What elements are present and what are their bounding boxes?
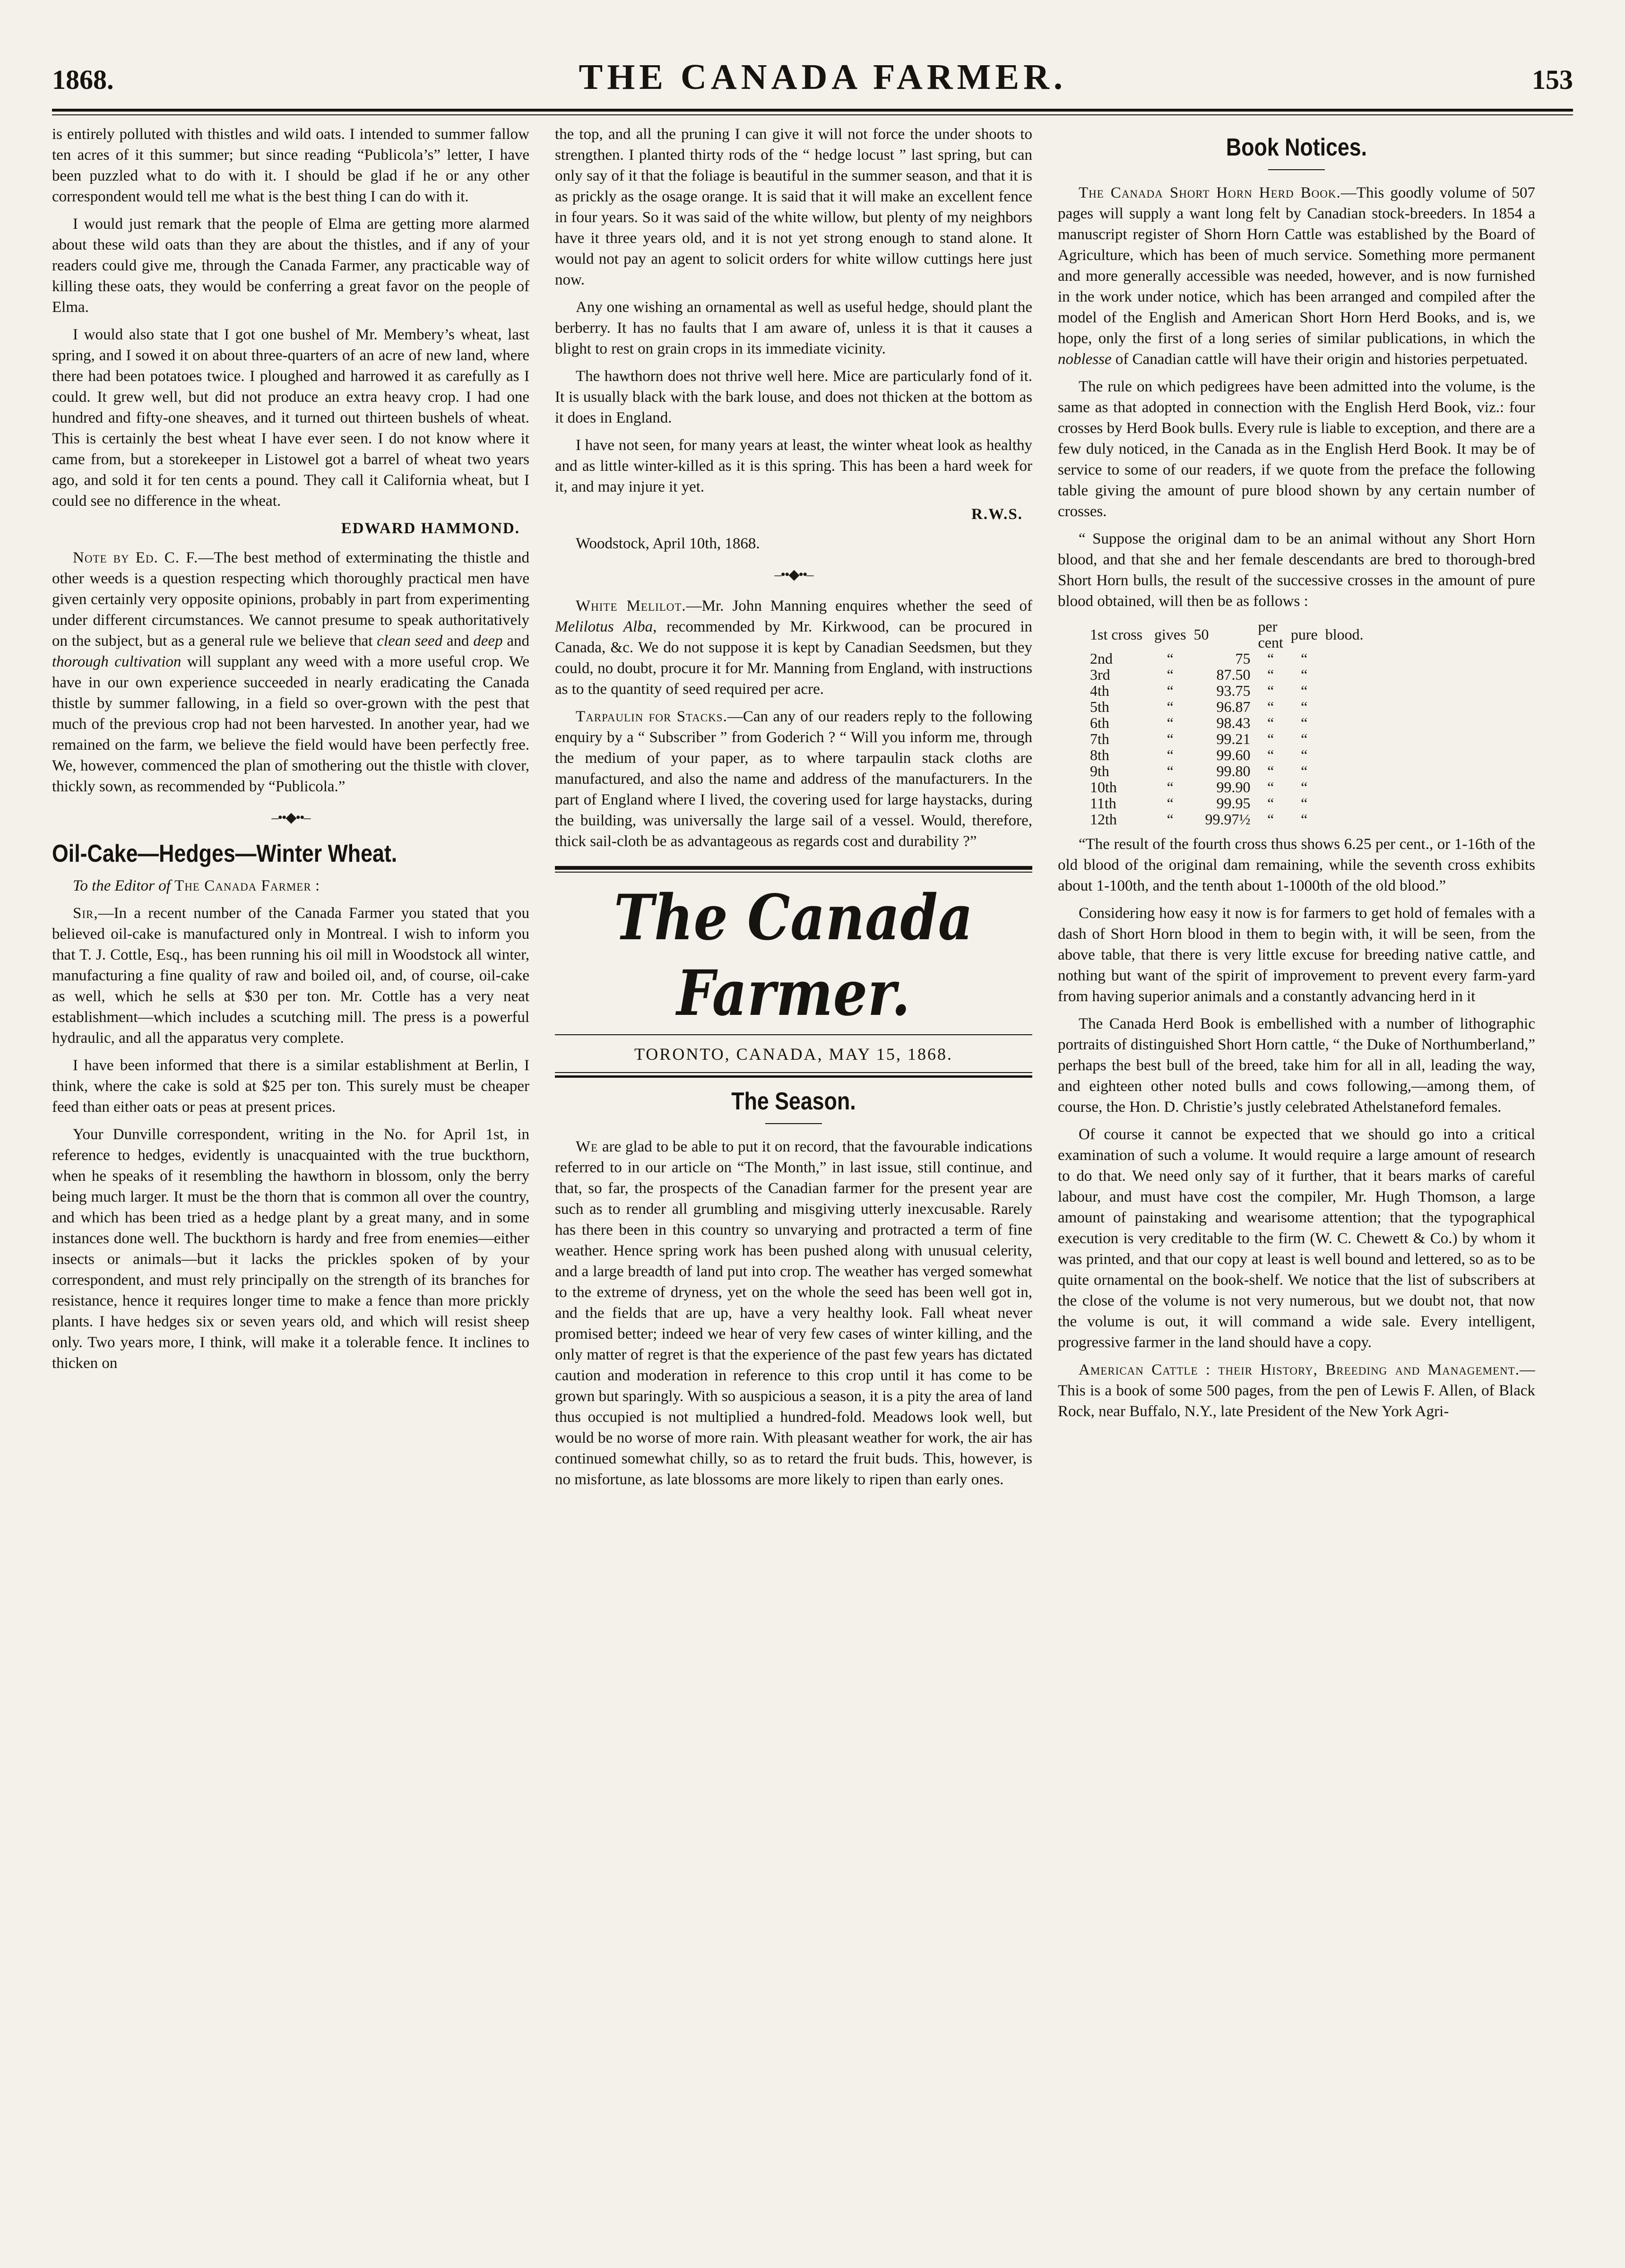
- paragraph: is entirely polluted with thistles and wild oats. I intended to summer fallow ten acres of it this summer; but since reading “Publicola’s” letter, I have been puzzled what to do with it. I should be glad if he or any other correspondent would tell me what is the best thing I can do with it.: [52, 126, 529, 205]
- table-cell: “: [1167, 666, 1174, 683]
- table-row: [1086, 683, 1367, 699]
- table-cell: “: [1267, 795, 1274, 812]
- paragraph: [555, 596, 1032, 700]
- table-cell: [1322, 779, 1367, 795]
- table-cell: “: [1301, 779, 1308, 796]
- table-cell: “: [1167, 682, 1174, 699]
- table-cell: “: [1167, 746, 1174, 763]
- table-cell: 99.80: [1216, 762, 1251, 779]
- paragraph: [1058, 182, 1535, 370]
- table-cell: “: [1301, 714, 1308, 731]
- text-run: and: [442, 632, 474, 649]
- letter-signature: EDWARD HAMMOND.: [341, 520, 520, 537]
- table-cell: “: [1167, 714, 1174, 731]
- text-run: —Can any of our readers reply to the following enquiry by a “ Subscriber ” from Goderich ? “ Will you inform me, through the medium of your paper, as to where tarpaulin stack cloths are manufactured, and also the name and address of the manufacturers. In the part of England where I lived, the covering used for large haystacks, during the building, was universally the large sail of a vessel. Would, therefore, thick sail-cloth be as advantageous as regards cost and durability ?”: [555, 708, 1032, 850]
- table-cell: 96.87: [1216, 698, 1251, 715]
- table-body: [1086, 650, 1367, 827]
- table-cell: blood.: [1325, 626, 1364, 643]
- table-cell: “: [1267, 779, 1274, 796]
- text-run: of Canadian cattle will have their origin and histories perpetuated.: [1111, 351, 1528, 368]
- table-cell: 4th: [1090, 682, 1109, 699]
- table-cell: [1322, 699, 1367, 715]
- table-cell: 9th: [1090, 762, 1109, 779]
- dateline: TORONTO, CANADA, MAY 15, 1868.: [634, 1045, 953, 1064]
- masthead-rule: [555, 866, 1032, 873]
- table-cell: 99.97½: [1205, 811, 1251, 828]
- paragraph: The hawthorn does not thrive well here. Mice are particularly fond of it. It is usually black with the bark louse, and does not thicken at the bottom as it does in England.: [555, 368, 1032, 426]
- table-cell: [1322, 715, 1367, 731]
- column-3: [1058, 124, 1535, 2232]
- table-cell: “: [1267, 762, 1274, 779]
- table-cell: 6th: [1090, 714, 1109, 731]
- table-cell: 2nd: [1090, 650, 1113, 667]
- table-cell: “: [1267, 682, 1274, 699]
- text-run: The Canada Farmer: [174, 877, 311, 894]
- table-cell: “: [1267, 650, 1274, 667]
- table-cell: “: [1267, 730, 1274, 747]
- header-title: THE CANADA FARMER.: [579, 57, 1067, 97]
- text-run: noblesse: [1058, 351, 1112, 368]
- table-cell: 3rd: [1090, 666, 1110, 683]
- table-cell: “: [1167, 811, 1174, 828]
- page-header: [52, 57, 1573, 109]
- salutation: [52, 875, 529, 896]
- letter-place-date: Woodstock, April 10th, 1868.: [576, 535, 760, 552]
- section-ornament: –••◆••–: [774, 567, 813, 582]
- table-row: [1086, 811, 1367, 827]
- paragraph: [1058, 1359, 1535, 1422]
- text-run: White Melilot.: [576, 597, 686, 615]
- text-run: To the Editor of: [73, 877, 175, 894]
- table-row: [1086, 747, 1367, 763]
- text-run: —Mr. John Manning enquires whether the seed of: [686, 597, 1032, 615]
- text-run: thorough cultivation: [52, 653, 182, 670]
- table-row: [1086, 731, 1367, 747]
- header-rule-thin: [52, 114, 1573, 115]
- text-run: Melilotus Alba: [555, 618, 653, 635]
- paragraph: The Canada Herd Book is embellished with a number of lithographic portraits of distinguished Short Horn cattle, “ the Duke of Northumberland,” perhaps the best bull of the breed, take him for all in all, leading the way, and eighteen other noted bulls and cows following,—among them, of course, the Hon. D. Christie’s justly celebrated Athelstaneford females.: [1058, 1015, 1535, 1116]
- table-cell: “: [1167, 762, 1174, 779]
- table-cell: “: [1167, 795, 1174, 812]
- article-heading: Oil-Cake—Hedges—Winter Wheat.: [52, 840, 398, 867]
- table-cell: “: [1267, 698, 1274, 715]
- table-row: [1086, 779, 1367, 795]
- crosses-table: [1086, 618, 1367, 827]
- text-run: and: [502, 632, 529, 649]
- table-cell: “: [1167, 779, 1174, 796]
- section-ornament: –••◆••–: [271, 810, 310, 825]
- text-run: The Canada Short Horn Herd Book.: [1079, 184, 1341, 201]
- paragraph: “ Suppose the original dam to be an animal without any Short Horn blood, and that she and her female descendants are bred to thorough-bred Short Horn bulls, the result of the successive crosses in the amount of pure blood obtained, will then be as follows :: [1058, 530, 1535, 610]
- paragraph: “The result of the fourth cross thus shows 6.25 per cent., or 1-16th of the old blood of the original dam remaining, while the seventh cross exhibits about 1-100th, and the tenth about 1-1000th of the old blood.”: [1058, 836, 1535, 894]
- masthead-underline: [555, 1034, 1032, 1035]
- table-cell: “: [1301, 698, 1308, 715]
- table-cell: 10th: [1090, 779, 1117, 796]
- table-row: [1086, 667, 1367, 683]
- editor-note-lead: Note by Ed. C. F.: [73, 549, 199, 566]
- text-run: will supplant any weed with a more useful crop. We have in our own experience succeeded in nearly eradicating the Canada thistle by summer fallowing, in a field so over-grown with the pest that much of the previous crop had not been harvested. In another year, had we remained on the farm, we believe the field would have been perfectly free. We, however, commenced the plan of smothering out the thistle with clover, thickly sown, as recommended by “Publicola.”: [52, 653, 529, 795]
- paragraph: [52, 903, 529, 1048]
- heading-rule: [765, 1123, 822, 1124]
- table-cell: 98.43: [1216, 714, 1251, 731]
- paragraph: The rule on which pedigrees have been admitted into the volume, is the same as that adopted in connection with the English Herd Book, viz.: four crosses by Herd Book bulls. Every rule is liable to exception, and there are a few duly noticed, in the Canada as in the English Herd Book. It may be of service to some of our readers, if we quote from the preface the following table giving the amount of pure blood shown by any certain number of crosses.: [1058, 378, 1535, 520]
- table-cell: 50: [1193, 626, 1209, 643]
- page-number: 153: [1531, 64, 1573, 95]
- heading-rule: [1268, 169, 1325, 170]
- paragraph: Your Dunville correspondent, writing in the No. for April 1st, in reference to hedges, evidently is unacquainted with the true buckthorn, when he speaks of it resembling the hawthorn in blossom, only the berry being much larger. It must be the thorn that is common all over the country, and which has been tried as a hedge plant by a great many, and in some instances done well. The buckthorn is hardy and free from enemies—either insects or animals—but it lacks the prickles spoken of by your correspondent, and must rely principally on the strength of its branches for resistance, hence it requires longer time to make a fence than more prickly plants. I have hedges six or seven years old, and which will resist sheep only. Two years more, I think, will make it a tolerable fence. It inclines to thicken on: [52, 1126, 529, 1372]
- table-cell: 11th: [1090, 795, 1116, 812]
- letter-signature: R.W.S.: [971, 506, 1023, 523]
- header-year: 1868.: [52, 64, 114, 95]
- table-cell: 99.90: [1216, 779, 1251, 796]
- table-cell: “: [1301, 746, 1308, 763]
- paragraph: Of course it cannot be expected that we should go into a critical examination of such a volume. It would require a large amount of research to do that. We need only say of it further, that it bears marks of careful labour, and must have cost the compiler, Mr. Hugh Thomson, a large amount of painstaking and wearisome attention; that the typographical execution is very creditable to the firm (W. C. Chewett & Co.) by whom it was printed, and that our copy at least is well bound and lettered, so as to be quite ornamental on the book-shelf. We notice that the list of subscribers at the close of the volume is not very numerous, but we doubt not, that now the volume is out, it will command a wide sale. Every intelligent, progressive farmer in the land should have a copy.: [1058, 1126, 1535, 1351]
- table-cell: [1322, 811, 1367, 827]
- dateline-rule: [555, 1072, 1032, 1078]
- table-row: [1086, 763, 1367, 779]
- header-rule: [52, 109, 1573, 112]
- table-cell: “: [1267, 811, 1274, 828]
- table-cell: “: [1167, 730, 1174, 747]
- paragraph: I have been informed that there is a similar establishment at Berlin, I think, where the cake is sold at $25 per ton. This surely must be cheaper feed than either oats or peas at present prices.: [52, 1057, 529, 1116]
- table-cell: “: [1267, 666, 1274, 683]
- table-row: [1086, 699, 1367, 715]
- text-run: We: [576, 1138, 598, 1155]
- table-cell: pure: [1290, 626, 1318, 643]
- table-cell: “: [1267, 714, 1274, 731]
- table-cell: 12th: [1090, 811, 1117, 828]
- table-cell: 8th: [1090, 746, 1109, 763]
- text-run: Sir,: [73, 905, 98, 922]
- table-cell: 1st cross: [1090, 626, 1143, 643]
- article-heading: Book Notices.: [1226, 134, 1367, 161]
- table-cell: 93.75: [1216, 682, 1251, 699]
- table-cell: [1322, 667, 1367, 683]
- text-run: —The best method of exterminating the thistle and other weeds is a question respecting which thoroughly practical men have given certainly very opposite opinions, probably in part from experimenting under different circumstances. We cannot presume to speak authoritatively on the subject, but as a general rule we believe that: [52, 549, 529, 649]
- table-cell: gives: [1154, 626, 1186, 643]
- text-run: —This goodly volume of 507 pages will supply a want long felt by Canadian stock-breeders. In 1854 a manuscript register of Shorn Horn Cattle was established by the Board of Agriculture, which has been of much service. Something more permanent and more generally accessible was needed, however, and is now furnished in the work under notice, which has been arranged and compiled after the model of the English and American Short Horn Herd Books, and is, we hope, only the first of a long series of similar publications, in which the: [1058, 184, 1535, 347]
- text-run: American Cattle : their History, Breeding and Management.: [1079, 1361, 1520, 1378]
- table-row: [1086, 618, 1367, 650]
- table-row: [1086, 715, 1367, 731]
- table-cell: 99.60: [1216, 746, 1251, 763]
- paragraph: [555, 1136, 1032, 1490]
- columns: [52, 124, 1573, 2232]
- table-cell: [1322, 763, 1367, 779]
- table-cell: “: [1167, 698, 1174, 715]
- table-cell: 7th: [1090, 730, 1109, 747]
- paragraph: I would also state that I got one bushel of Mr. Membery’s wheat, last spring, and I sowed it on about three-quarters of an acre of new land, where there had been potatoes twice. I ploughed and harrowed it as carefully as I could. It grew well, but did not produce an extra heavy crop. I had one hundred and fifty-one sheaves, and it turned out thirteen bushels of wheat. This is certainly the best wheat I have ever seen. I do not know where it came from, but a storekeeper in Listowel got a barrel of wheat two years ago, and sold it for ten cents a pound. They call it California wheat, but I could see no difference in the wheat.: [52, 326, 529, 510]
- table-cell: [1322, 795, 1367, 811]
- table-cell: [1322, 747, 1367, 763]
- table-row: [1086, 795, 1367, 811]
- paragraph: Considering how easy it now is for farmers to get hold of females with a dash of Short Horn blood in them to begin with, it will be seen, from the above table, that there is very little excuse for breeding native cattle, and nothing but want of the spirit of improvement to prevent every farm-yard from having superior animals and a constantly advancing herd in it: [1058, 905, 1535, 1005]
- text-run: —In a recent number of the Canada Farmer you stated that you believed oil-cake is manufactured only in Montreal. I wish to inform you that T. J. Cottle, Esq., has been running his oil mill in Woodstock all winter, manufacturing a fine quality of raw and boiled oil, and, of course, oil-cake as well, which he sells at $30 per ton. Mr. Cottle has a very neat establishment—which includes a scutching mill. The press is a powerful hydraulic, and all the apparatus very complete.: [52, 905, 529, 1047]
- table-cell: [1322, 650, 1367, 667]
- text-run: Tarpaulin for Stacks.: [576, 708, 727, 725]
- table-cell: “: [1301, 795, 1308, 812]
- masthead: The Canada Farmer.: [614, 881, 974, 1030]
- text-run: , recommended by Mr. Kirkwood, can be procured in Canada, &c. We do not suppose it is kept by Canadian Seedsmen, but they could, no doubt, procure it for Mr. Manning from England, with instructions as to the quantity of seed required per acre.: [555, 618, 1032, 698]
- table-cell: “: [1301, 762, 1308, 779]
- paragraph: [555, 706, 1032, 852]
- table-cell: 87.50: [1216, 666, 1251, 683]
- table-cell: “: [1301, 730, 1308, 747]
- table-cell: [1322, 731, 1367, 747]
- table-cell: per cent: [1258, 618, 1283, 651]
- column-1: [52, 124, 529, 2232]
- paragraph: I have not seen, for many years at least, the winter wheat look as healthy and as little winter-killed as it is this spring. This has been a hard week for it, and may injure it yet.: [555, 437, 1032, 495]
- column-2: [555, 124, 1032, 2232]
- text-run: deep: [473, 632, 503, 649]
- table-cell: 99.95: [1216, 795, 1251, 812]
- text-run: clean seed: [377, 632, 443, 649]
- table-cell: “: [1301, 666, 1308, 683]
- text-run: —This is a book of some 500 pages, from the pen of Lewis F. Allen, of Black Rock, near Buffalo, N.Y., late President of the New York Agri-: [1058, 1361, 1535, 1420]
- table-row: [1086, 650, 1367, 667]
- paragraph: the top, and all the pruning I can give it will not force the under shoots to strengthen. I planted thirty rods of the “ hedge locust ” last spring, but can only say of it that the foliage is beautiful in the summer season, and that it is as prickly as the osage orange. It is said that it will make an excellent fence in four years. So it was said of the white willow, but plenty of my neighbors have it three years old, and it is not yet strong enough to stand alone. It would not pay an agent to solicit orders for white willow cuttings here just now.: [555, 126, 1032, 288]
- text-run: :: [311, 877, 320, 894]
- table-cell: “: [1301, 650, 1308, 667]
- table-cell: 75: [1235, 650, 1251, 667]
- paragraph: I would just remark that the people of Elma are getting more alarmed about these wild oats than they are about the thistles, and if any of your readers could give me, through the Canada Farmer, any practicable way of killing these oats, they would be conferring a great favor on the people of Elma.: [52, 216, 529, 316]
- table-cell: [1322, 683, 1367, 699]
- text-run: are glad to be able to put it on record, that the favourable indications referred to in our article on “The Month,” in last issue, still continue, and that, so far, the prospects of the Canadian farmer for the present year are such as to render all grumbling and misgiving utterly inexcusable. Rarely has there been in this country so unvarying and protracted a term of fine weather. Hence spring work has been pushed along with unusual celerity, and a large breadth of land put into crop. The weather has verged somewhat to the extreme of dryness, yet on the whole the seed has been well got in, and the fields that are up, have a very healthy look. Fall wheat never promised better; indeed we hear of very few cases of winter killing, and the only matter of regret is that the experience of the past few years has dictated caution and moderation in reference to this crop until it has come to be grown but sparingly. With so auspicious a season, it is a pity the area of land thus occupied is not multiplied a hundred-fold. Meadows look well, but would be no worse of more rain. With pleasant weather for work, the air has continued somewhat chilly, so as to retard the fruit buds. This, however, is no misfortune, as late blossoms are more likely to ripen than early ones.: [555, 1138, 1032, 1488]
- table-cell: “: [1167, 650, 1174, 667]
- table-cell: “: [1301, 811, 1308, 828]
- table-cell: “: [1267, 746, 1274, 763]
- paragraph: Any one wishing an ornamental as well as useful hedge, should plant the berberry. It has no faults that I am aware of, unless it is that it causes a blight to rest on grain crops in its immediate vicinity.: [555, 299, 1032, 357]
- table-cell: “: [1301, 682, 1308, 699]
- table-cell: 99.21: [1216, 730, 1251, 747]
- table-cell: 5th: [1090, 698, 1109, 715]
- article-heading: The Season.: [731, 1088, 856, 1115]
- editor-note: [52, 547, 529, 797]
